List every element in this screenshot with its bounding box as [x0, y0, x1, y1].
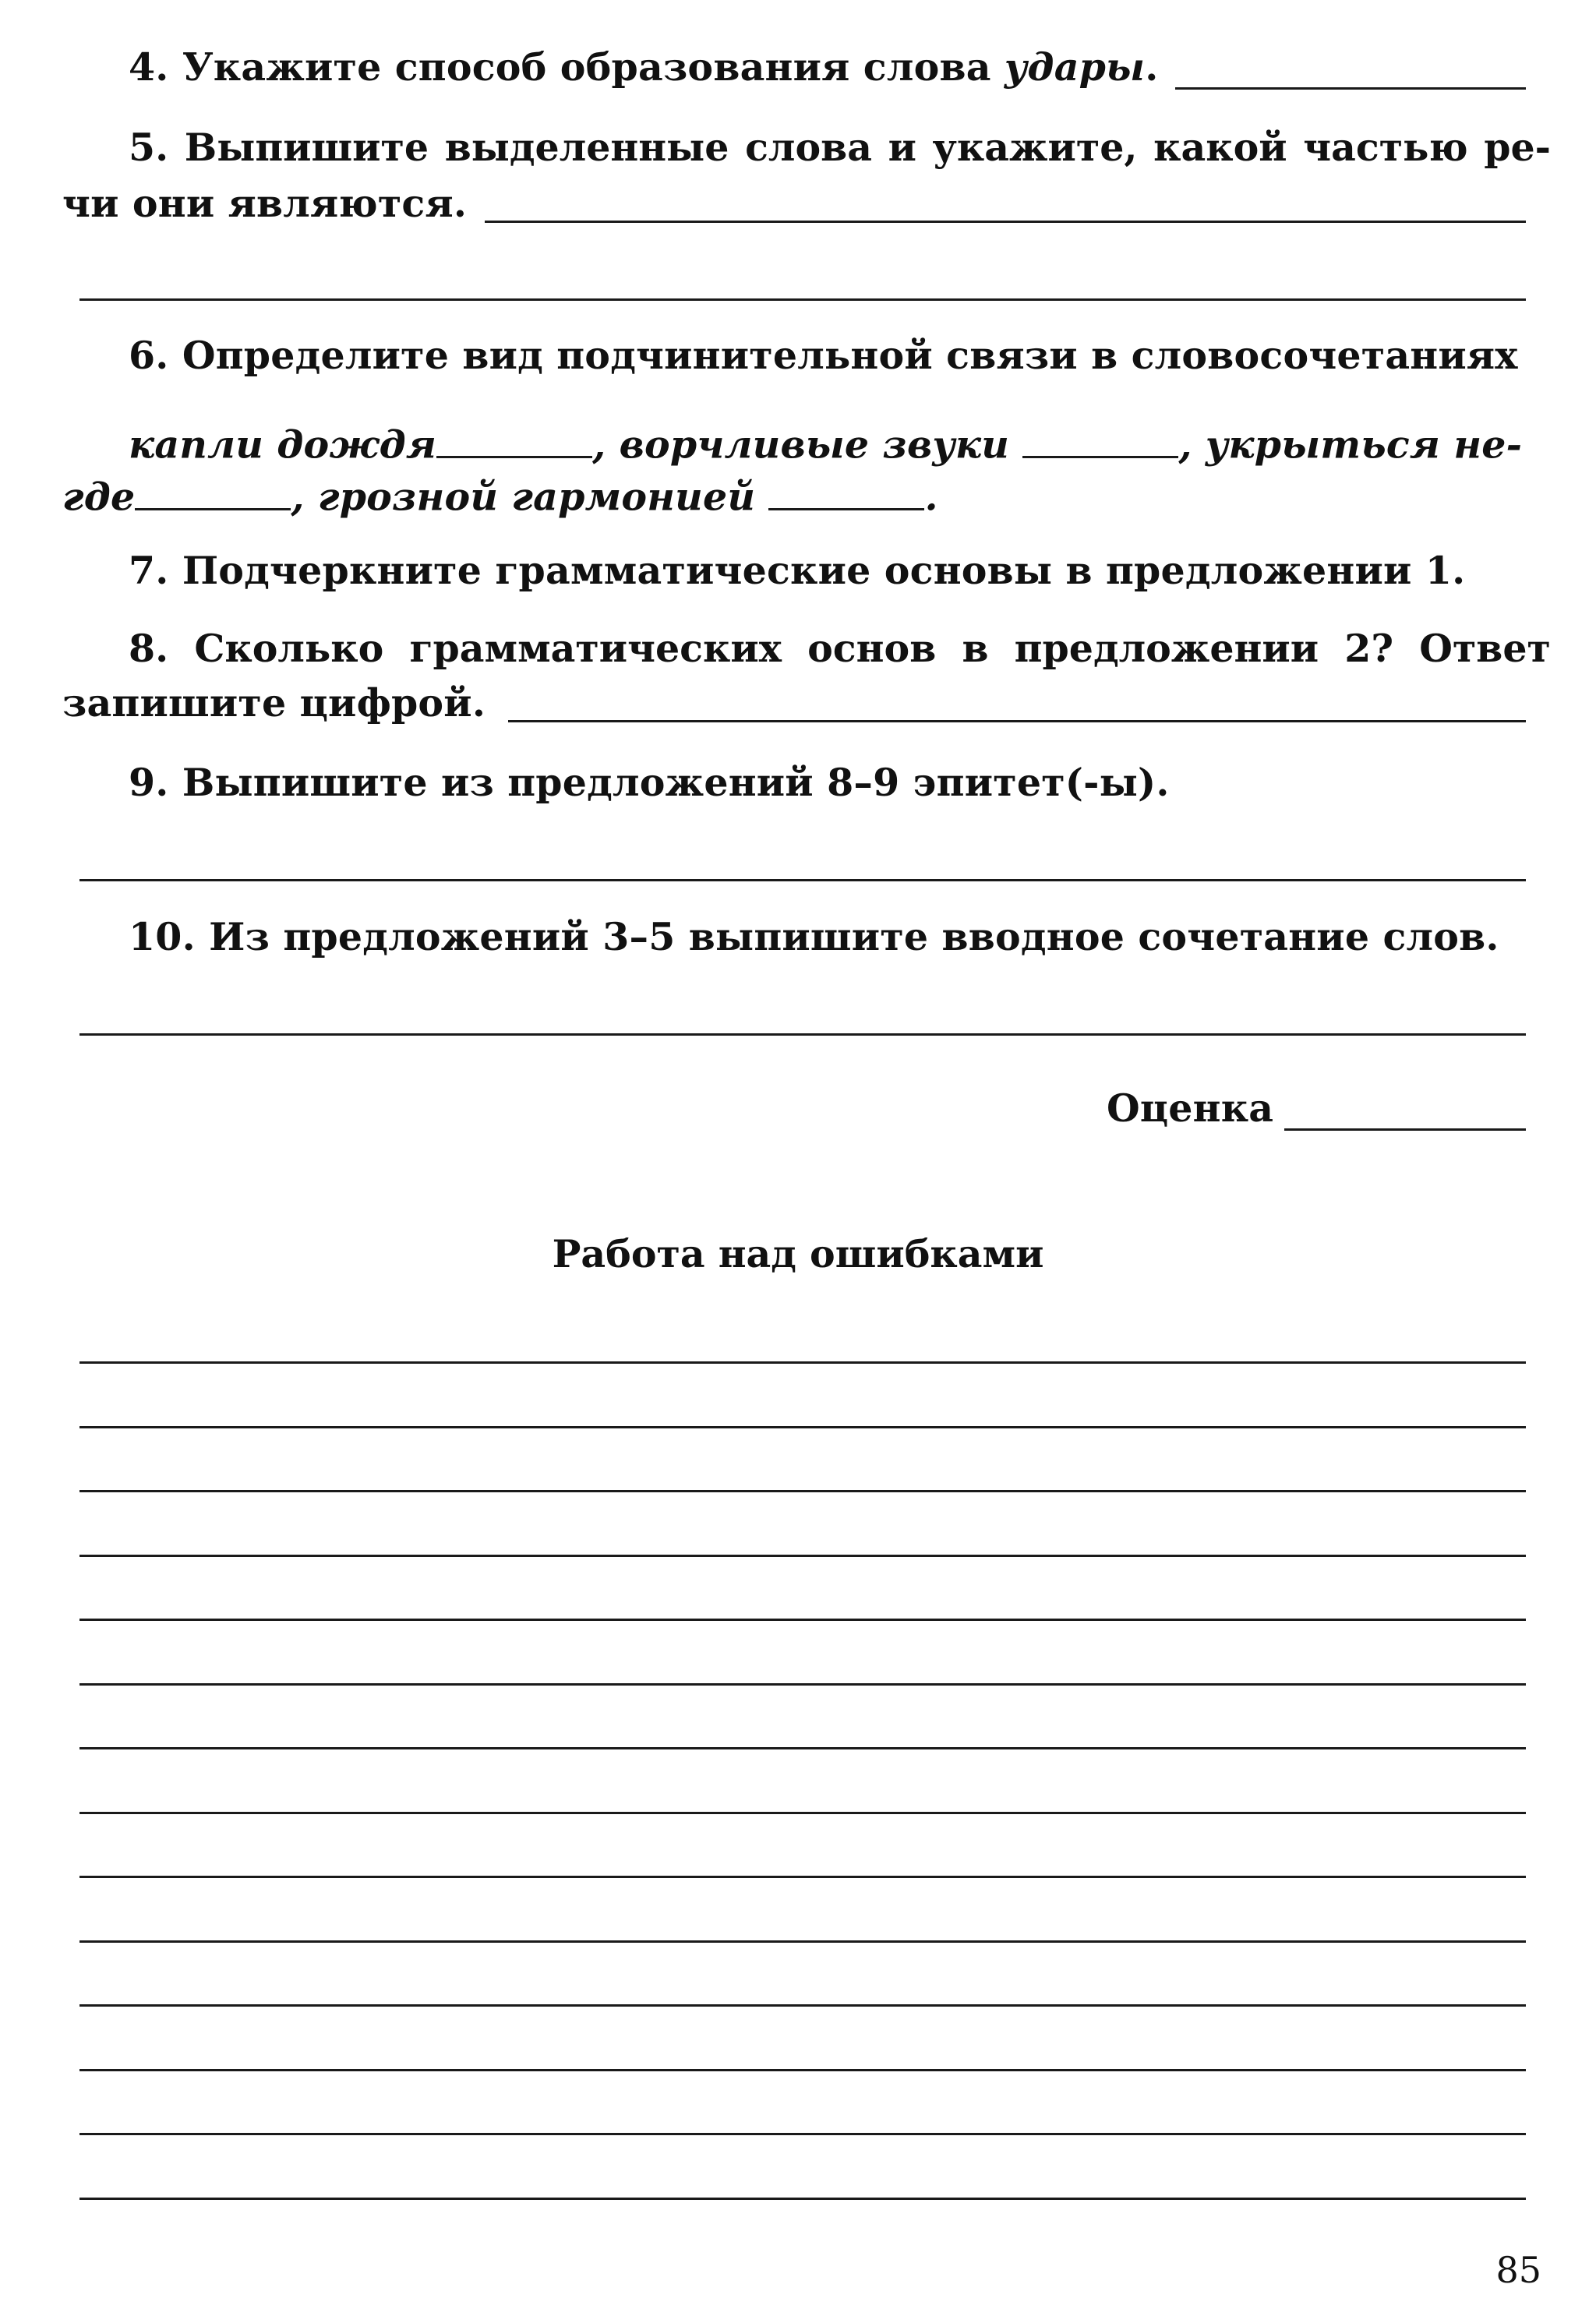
errors-writing-line[interactable]	[79, 1812, 1526, 1814]
errors-writing-line[interactable]	[79, 1361, 1526, 1364]
question-5-word: слова	[745, 125, 872, 170]
question-9-number: 9.	[129, 760, 169, 805]
question-5-word: и	[888, 125, 916, 170]
question-6-text: Определите вид подчинительной связи в словосочетаниях	[182, 333, 1518, 378]
question-4-end: .	[1145, 44, 1159, 90]
separator: .	[924, 474, 938, 520]
errors-writing-line[interactable]	[79, 1876, 1526, 1878]
errors-writing-line[interactable]	[79, 1683, 1526, 1686]
question-5-number: 5.	[129, 125, 169, 170]
errors-section-title: Работа над ошибками	[552, 1231, 1044, 1276]
question-7-number: 7.	[129, 548, 169, 593]
phrase-1-blank[interactable]	[436, 419, 592, 458]
question-9-text: Выпишите из предложений 8–9 эпитет(-ы).	[182, 760, 1170, 805]
question-5-answer-line-1[interactable]	[485, 221, 1526, 223]
separator: ,	[291, 474, 305, 520]
question-5-word: выделенные	[444, 125, 729, 170]
question-6	[129, 333, 1596, 378]
errors-writing-line[interactable]	[79, 2069, 1526, 2071]
phrase-1: капли дождя	[129, 422, 437, 468]
phrase-3-part-1: укрыться не-	[1205, 422, 1523, 468]
grade-label: Оценка	[1107, 1086, 1274, 1131]
question-8-word: Сколько	[194, 626, 384, 671]
question-4	[129, 44, 1596, 90]
question-8-word: предложении	[1014, 626, 1319, 671]
question-8-word: в	[962, 626, 989, 671]
errors-writing-line[interactable]	[79, 2004, 1526, 2007]
phrase-4-blank[interactable]	[768, 471, 924, 510]
question-5-word: ре-	[1484, 125, 1551, 170]
question-8-line-1	[129, 626, 1551, 671]
phrase-3-part-2: где	[62, 474, 136, 520]
question-4-number: 4.	[129, 44, 169, 90]
question-6-number: 6.	[129, 333, 169, 378]
phrase-2: ворчливые звуки	[619, 422, 1010, 468]
question-5-word: укажите,	[932, 125, 1138, 170]
errors-writing-line[interactable]	[79, 2133, 1526, 2135]
question-5-word: какой	[1153, 125, 1287, 170]
errors-writing-line[interactable]	[79, 1555, 1526, 1557]
errors-writing-line[interactable]	[79, 1940, 1526, 1943]
question-8-number: 8.	[129, 626, 169, 671]
question-5-line-2: чи они являются.	[62, 181, 468, 226]
phrase-2-blank[interactable]	[1022, 419, 1178, 458]
question-5-word: частью	[1303, 125, 1468, 170]
question-5-answer-line-2[interactable]	[79, 298, 1526, 301]
question-7	[129, 548, 1596, 593]
question-6-phrases-line-2	[62, 471, 1547, 520]
errors-writing-line[interactable]	[79, 1426, 1526, 1428]
question-8-word: 2?	[1344, 626, 1394, 671]
question-5-line-1	[129, 125, 1551, 170]
question-10-text: Из предложений 3–5 выпишите вводное сочетание слов.	[209, 914, 1499, 959]
question-6-phrases-line-1	[129, 419, 1596, 468]
question-4-text: Укажите способ образования слова	[182, 44, 991, 90]
question-8-word: грамматических	[409, 626, 782, 671]
question-4-answer-line[interactable]	[1175, 87, 1526, 90]
errors-writing-line[interactable]	[79, 1747, 1526, 1749]
question-8-word: основ	[807, 626, 937, 671]
phrase-4: грозной гармонией	[317, 474, 756, 520]
question-10-number: 10.	[129, 914, 196, 959]
question-7-text: Подчеркните грамматические основы в предложении 1.	[182, 548, 1466, 593]
errors-writing-line[interactable]	[79, 1619, 1526, 1621]
separator: ,	[1178, 422, 1192, 468]
question-8-answer-line[interactable]	[508, 720, 1526, 722]
question-10-answer-line[interactable]	[79, 1033, 1526, 1036]
question-9-answer-line[interactable]	[79, 879, 1526, 881]
question-4-word: удары	[1004, 44, 1146, 90]
question-5-word: Выпишите	[184, 125, 429, 170]
question-8-line-2: запишите цифрой.	[62, 680, 486, 726]
question-9	[129, 760, 1596, 805]
errors-writing-line[interactable]	[79, 2198, 1526, 2200]
question-10	[129, 914, 1596, 959]
question-8-word: Ответ	[1419, 626, 1551, 671]
page-number: 85	[1495, 2249, 1541, 2291]
separator: ,	[592, 422, 606, 468]
grade-answer-line[interactable]	[1284, 1128, 1526, 1131]
phrase-3-blank[interactable]	[135, 471, 291, 510]
errors-writing-line[interactable]	[79, 1490, 1526, 1492]
